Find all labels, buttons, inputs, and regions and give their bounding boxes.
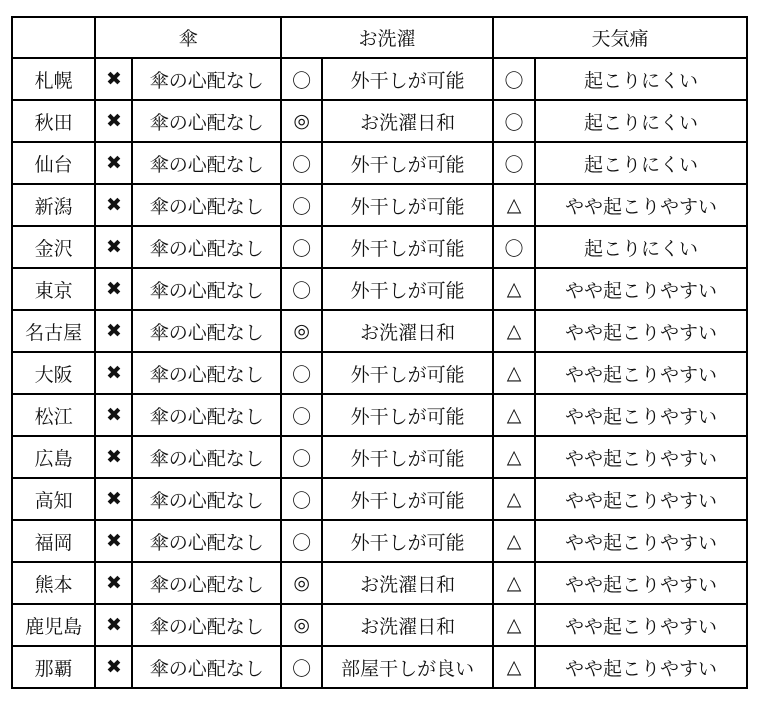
- pain-symbol-cell: 〇: [493, 142, 535, 184]
- umbrella-symbol-cell: ✖: [95, 142, 132, 184]
- pain-text-cell: やや起こりやすい: [535, 184, 747, 226]
- header-laundry: お洗濯: [281, 17, 493, 58]
- table-row: [12, 58, 747, 100]
- city-cell: 鹿児島: [12, 604, 95, 646]
- city-cell: 新潟: [12, 184, 95, 226]
- pain-symbol-cell: △: [493, 184, 535, 226]
- laundry-text-cell: お洗濯日和: [322, 604, 493, 646]
- laundry-symbol-cell: 〇: [281, 394, 322, 436]
- pain-symbol-cell: △: [493, 562, 535, 604]
- laundry-symbol-cell: ◎: [281, 604, 322, 646]
- city-cell: 東京: [12, 268, 95, 310]
- city-cell: 松江: [12, 394, 95, 436]
- pain-symbol-cell: △: [493, 604, 535, 646]
- laundry-symbol-cell: ◎: [281, 100, 322, 142]
- umbrella-text-cell: 傘の心配なし: [132, 604, 281, 646]
- pain-text-cell: やや起こりやすい: [535, 478, 747, 520]
- pain-symbol-cell: △: [493, 394, 535, 436]
- pain-symbol-cell: △: [493, 310, 535, 352]
- umbrella-text-cell: 傘の心配なし: [132, 562, 281, 604]
- city-cell: 金沢: [12, 226, 95, 268]
- umbrella-text-cell: 傘の心配なし: [132, 436, 281, 478]
- laundry-text-cell: 外干しが可能: [322, 520, 493, 562]
- laundry-text-cell: お洗濯日和: [322, 100, 493, 142]
- table-row: [12, 562, 747, 604]
- umbrella-symbol-cell: ✖: [95, 436, 132, 478]
- pain-text-cell: やや起こりやすい: [535, 268, 747, 310]
- table-row: [12, 478, 747, 520]
- laundry-symbol-cell: 〇: [281, 646, 322, 688]
- laundry-text-cell: 部屋干しが良い: [322, 646, 493, 688]
- table-row: [12, 100, 747, 142]
- umbrella-symbol-cell: ✖: [95, 100, 132, 142]
- city-cell: 高知: [12, 478, 95, 520]
- pain-text-cell: やや起こりやすい: [535, 310, 747, 352]
- header-city-blank: [12, 17, 95, 58]
- table-row: [12, 520, 747, 562]
- umbrella-text-cell: 傘の心配なし: [132, 394, 281, 436]
- laundry-text-cell: 外干しが可能: [322, 226, 493, 268]
- umbrella-text-cell: 傘の心配なし: [132, 100, 281, 142]
- city-cell: 名古屋: [12, 310, 95, 352]
- laundry-text-cell: お洗濯日和: [322, 310, 493, 352]
- umbrella-text-cell: 傘の心配なし: [132, 352, 281, 394]
- laundry-text-cell: 外干しが可能: [322, 436, 493, 478]
- umbrella-symbol-cell: ✖: [95, 646, 132, 688]
- laundry-text-cell: 外干しが可能: [322, 394, 493, 436]
- laundry-symbol-cell: ◎: [281, 310, 322, 352]
- table-body: [12, 58, 747, 688]
- header-row: [12, 17, 747, 58]
- header-umbrella: 傘: [95, 17, 281, 58]
- city-cell: 大阪: [12, 352, 95, 394]
- laundry-symbol-cell: 〇: [281, 478, 322, 520]
- pain-symbol-cell: 〇: [493, 226, 535, 268]
- laundry-symbol-cell: 〇: [281, 436, 322, 478]
- header-weather-pain: 天気痛: [493, 17, 747, 58]
- table-row: [12, 352, 747, 394]
- umbrella-text-cell: 傘の心配なし: [132, 646, 281, 688]
- umbrella-symbol-cell: ✖: [95, 58, 132, 100]
- laundry-text-cell: お洗濯日和: [322, 562, 493, 604]
- pain-text-cell: 起こりにくい: [535, 100, 747, 142]
- laundry-symbol-cell: 〇: [281, 268, 322, 310]
- umbrella-symbol-cell: ✖: [95, 604, 132, 646]
- umbrella-symbol-cell: ✖: [95, 478, 132, 520]
- laundry-text-cell: 外干しが可能: [322, 184, 493, 226]
- umbrella-text-cell: 傘の心配なし: [132, 310, 281, 352]
- laundry-symbol-cell: 〇: [281, 352, 322, 394]
- pain-symbol-cell: △: [493, 478, 535, 520]
- pain-text-cell: やや起こりやすい: [535, 604, 747, 646]
- umbrella-text-cell: 傘の心配なし: [132, 184, 281, 226]
- pain-text-cell: やや起こりやすい: [535, 394, 747, 436]
- pain-symbol-cell: △: [493, 436, 535, 478]
- laundry-text-cell: 外干しが可能: [322, 352, 493, 394]
- laundry-symbol-cell: 〇: [281, 226, 322, 268]
- table-row: [12, 268, 747, 310]
- table-row: [12, 184, 747, 226]
- pain-symbol-cell: 〇: [493, 58, 535, 100]
- table-row: [12, 436, 747, 478]
- pain-symbol-cell: △: [493, 646, 535, 688]
- laundry-text-cell: 外干しが可能: [322, 142, 493, 184]
- laundry-symbol-cell: 〇: [281, 184, 322, 226]
- table-row: [12, 142, 747, 184]
- laundry-text-cell: 外干しが可能: [322, 268, 493, 310]
- pain-text-cell: 起こりにくい: [535, 58, 747, 100]
- pain-text-cell: やや起こりやすい: [535, 520, 747, 562]
- umbrella-text-cell: 傘の心配なし: [132, 268, 281, 310]
- laundry-symbol-cell: ◎: [281, 562, 322, 604]
- umbrella-text-cell: 傘の心配なし: [132, 58, 281, 100]
- umbrella-symbol-cell: ✖: [95, 562, 132, 604]
- umbrella-text-cell: 傘の心配なし: [132, 520, 281, 562]
- city-cell: 秋田: [12, 100, 95, 142]
- umbrella-symbol-cell: ✖: [95, 520, 132, 562]
- umbrella-symbol-cell: ✖: [95, 352, 132, 394]
- laundry-symbol-cell: 〇: [281, 142, 322, 184]
- pain-text-cell: 起こりにくい: [535, 226, 747, 268]
- pain-symbol-cell: △: [493, 520, 535, 562]
- table-row: [12, 310, 747, 352]
- table-row: [12, 604, 747, 646]
- table-row: [12, 394, 747, 436]
- pain-text-cell: 起こりにくい: [535, 142, 747, 184]
- pain-text-cell: やや起こりやすい: [535, 436, 747, 478]
- pain-text-cell: やや起こりやすい: [535, 562, 747, 604]
- table-header: [12, 17, 747, 58]
- city-cell: 福岡: [12, 520, 95, 562]
- city-cell: 札幌: [12, 58, 95, 100]
- laundry-symbol-cell: 〇: [281, 58, 322, 100]
- forecast-table: [11, 16, 748, 689]
- umbrella-text-cell: 傘の心配なし: [132, 226, 281, 268]
- umbrella-symbol-cell: ✖: [95, 268, 132, 310]
- city-cell: 広島: [12, 436, 95, 478]
- pain-symbol-cell: △: [493, 352, 535, 394]
- pain-text-cell: やや起こりやすい: [535, 352, 747, 394]
- city-cell: 那覇: [12, 646, 95, 688]
- umbrella-text-cell: 傘の心配なし: [132, 142, 281, 184]
- umbrella-symbol-cell: ✖: [95, 184, 132, 226]
- pain-text-cell: やや起こりやすい: [535, 646, 747, 688]
- umbrella-symbol-cell: ✖: [95, 310, 132, 352]
- pain-symbol-cell: 〇: [493, 100, 535, 142]
- city-cell: 仙台: [12, 142, 95, 184]
- city-cell: 熊本: [12, 562, 95, 604]
- table-row: [12, 226, 747, 268]
- laundry-symbol-cell: 〇: [281, 520, 322, 562]
- table-row: [12, 646, 747, 688]
- laundry-text-cell: 外干しが可能: [322, 478, 493, 520]
- umbrella-symbol-cell: ✖: [95, 226, 132, 268]
- laundry-text-cell: 外干しが可能: [322, 58, 493, 100]
- umbrella-text-cell: 傘の心配なし: [132, 478, 281, 520]
- umbrella-symbol-cell: ✖: [95, 394, 132, 436]
- pain-symbol-cell: △: [493, 268, 535, 310]
